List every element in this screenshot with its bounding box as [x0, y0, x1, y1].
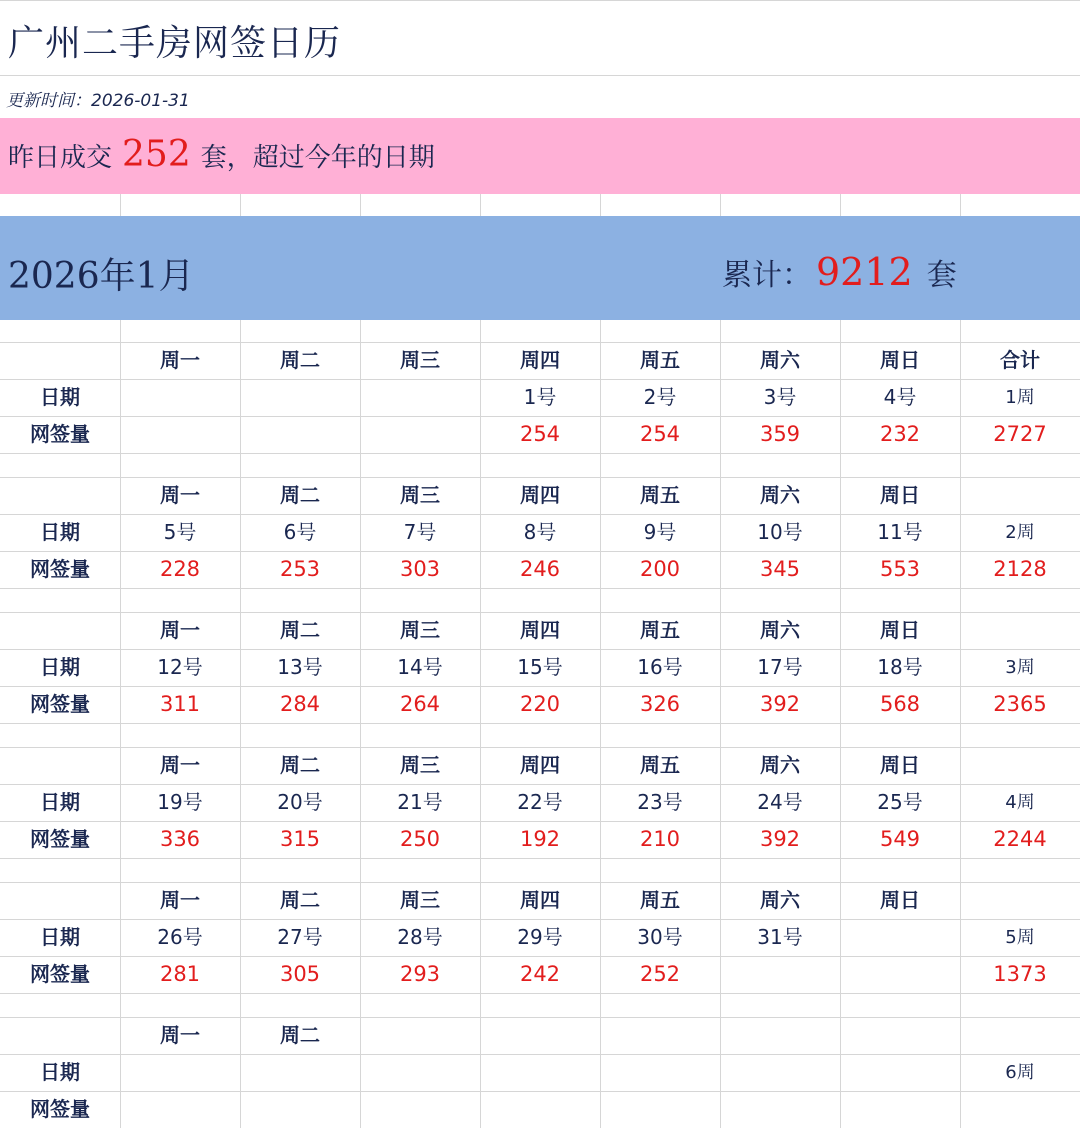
signings-value — [720, 1091, 840, 1128]
grid-line — [480, 882, 481, 1017]
date-cell — [840, 1054, 960, 1091]
signings-value: 281 — [159, 962, 201, 986]
grid-line — [0, 588, 1080, 589]
signings-value — [480, 1091, 600, 1128]
signings-value: 192 — [519, 827, 561, 851]
grid-line — [840, 477, 841, 612]
grid-line — [720, 194, 721, 216]
weekday-header: 周四 — [520, 348, 560, 372]
signings-value: 220 — [519, 692, 561, 716]
signings-value: 392 — [759, 692, 801, 716]
grid-line — [0, 821, 1080, 822]
date-cell: 29号 — [517, 925, 563, 949]
grid-line — [120, 882, 121, 1017]
date-cell: 20号 — [277, 790, 323, 814]
grid-line — [480, 612, 481, 747]
grid-line — [0, 993, 1080, 994]
month-label: 2026年1月 — [8, 256, 195, 297]
grid-line — [600, 477, 601, 612]
weekday-header: 周三 — [400, 483, 440, 507]
signings-value: 210 — [639, 827, 681, 851]
grid-line — [600, 1017, 601, 1128]
week-block — [0, 1017, 1080, 1128]
weekday-header — [480, 1017, 600, 1054]
date-cell: 9号 — [643, 520, 677, 544]
date-cell — [120, 379, 240, 416]
grid-line — [240, 747, 241, 882]
grid-line — [480, 194, 481, 216]
signings-value: 200 — [639, 557, 681, 581]
date-cell: 22号 — [517, 790, 563, 814]
week-total: 2365 — [993, 692, 1047, 716]
signings-value: 392 — [759, 827, 801, 851]
grid-line — [240, 1017, 241, 1128]
signings-row — [0, 416, 1080, 453]
signings-value: 359 — [759, 422, 801, 446]
date-cell: 13号 — [277, 655, 323, 679]
weekday-header: 周五 — [640, 348, 680, 372]
date-cell — [480, 1054, 600, 1091]
weekday-header: 周六 — [760, 483, 800, 507]
grid-line — [480, 1017, 481, 1128]
grid-line — [120, 612, 121, 747]
grid-line — [840, 882, 841, 1017]
grid-line — [960, 194, 961, 216]
date-cell: 2号 — [643, 385, 677, 409]
week-block — [0, 882, 1080, 1017]
week-total: 2244 — [993, 827, 1047, 851]
grid-line — [0, 453, 1080, 454]
grid-line — [240, 320, 241, 342]
date-row-label: 日期 — [40, 925, 80, 949]
signings-value: 305 — [279, 962, 321, 986]
signings-row-label: 网签量 — [30, 1097, 90, 1121]
grid-line — [360, 882, 361, 1017]
grid-line — [720, 1017, 721, 1128]
grid-line — [120, 747, 121, 882]
week-block — [0, 477, 1080, 612]
weekday-header: 周六 — [760, 888, 800, 912]
grid-line — [360, 612, 361, 747]
weekday-header: 周五 — [640, 753, 680, 777]
signings-value: 242 — [519, 962, 561, 986]
weekday-header: 周一 — [160, 888, 200, 912]
weekday-header: 周五 — [640, 888, 680, 912]
weekday-header: 周二 — [280, 753, 320, 777]
date-cell — [360, 379, 480, 416]
weekday-header: 周三 — [400, 618, 440, 642]
weekday-header — [600, 1017, 720, 1054]
weekday-header — [840, 1017, 960, 1054]
weekday-header: 周三 — [400, 888, 440, 912]
grid-line — [120, 1017, 121, 1128]
date-row-label: 日期 — [40, 1060, 80, 1084]
grid-line — [240, 342, 241, 477]
date-cell: 1号 — [523, 385, 557, 409]
weekday-header: 周三 — [400, 753, 440, 777]
date-cell: 26号 — [157, 925, 203, 949]
weekday-header: 周一 — [160, 618, 200, 642]
date-cell: 12号 — [157, 655, 203, 679]
grid-line — [480, 342, 481, 477]
signings-value — [360, 416, 480, 453]
signings-value: 232 — [879, 422, 921, 446]
grid-line — [0, 686, 1080, 687]
grid-line — [360, 320, 361, 342]
signings-row — [0, 956, 1080, 993]
weekday-header: 周六 — [760, 348, 800, 372]
update-time-row — [0, 76, 1080, 118]
grid-line — [360, 477, 361, 612]
grid-line — [0, 882, 1080, 883]
update-time: 更新时间：2026-01-31 — [6, 91, 190, 111]
week-total: 2727 — [993, 422, 1047, 446]
date-cell: 23号 — [637, 790, 683, 814]
week-block — [0, 342, 1080, 477]
grid-line — [0, 416, 1080, 417]
grid-line — [600, 342, 601, 477]
date-row-label: 日期 — [40, 385, 80, 409]
grid-line — [360, 1017, 361, 1128]
grid-line — [840, 1017, 841, 1128]
weekday-header: 周一 — [160, 753, 200, 777]
grid-line — [720, 320, 721, 342]
weekday-header: 周一 — [160, 348, 200, 372]
grid-line — [600, 194, 601, 216]
date-cell: 25号 — [877, 790, 923, 814]
date-cell: 11号 — [877, 520, 923, 544]
yesterday-banner — [0, 118, 1080, 194]
signings-value: 326 — [639, 692, 681, 716]
signings-row-label: 网签量 — [30, 422, 90, 446]
weekday-header: 周二 — [280, 1023, 320, 1047]
signings-value: 553 — [879, 557, 921, 581]
grid-line — [240, 477, 241, 612]
date-cell: 4号 — [883, 385, 917, 409]
signings-value: 568 — [879, 692, 921, 716]
grid-line — [840, 320, 841, 342]
grid-line — [240, 882, 241, 1017]
signings-value — [360, 1091, 480, 1128]
date-cell: 27号 — [277, 925, 323, 949]
date-cell: 28号 — [397, 925, 443, 949]
signings-value: 254 — [639, 422, 681, 446]
grid-line — [0, 919, 1080, 920]
grid-line — [240, 612, 241, 747]
grid-line — [120, 194, 121, 216]
date-cell: 17号 — [757, 655, 803, 679]
signings-value — [120, 1091, 240, 1128]
weekday-header: 周四 — [520, 483, 560, 507]
grid-line — [0, 514, 1080, 515]
week-label: 6周 — [1005, 1062, 1035, 1083]
signings-value — [120, 416, 240, 453]
weekday-header — [360, 1017, 480, 1054]
weekday-row — [0, 1017, 1080, 1054]
grid-line — [720, 477, 721, 612]
grid-line — [600, 320, 601, 342]
signings-value: 246 — [519, 557, 561, 581]
signings-value: 228 — [159, 557, 201, 581]
month-bar — [0, 216, 1080, 320]
date-cell — [840, 919, 960, 956]
signings-value: 264 — [399, 692, 441, 716]
signings-value: 315 — [279, 827, 321, 851]
week-block — [0, 612, 1080, 747]
week-label: 4周 — [1005, 792, 1035, 813]
date-cell: 18号 — [877, 655, 923, 679]
total-label: 累计： — [722, 258, 812, 293]
grid-line — [480, 747, 481, 882]
weekday-row — [0, 342, 1080, 379]
grid-line — [120, 320, 121, 342]
grid-line — [960, 747, 961, 882]
date-cell: 14号 — [397, 655, 443, 679]
weekday-header: 周二 — [280, 618, 320, 642]
date-cell: 10号 — [757, 520, 803, 544]
weekday-row — [0, 747, 1080, 784]
date-cell — [240, 1054, 360, 1091]
weekday-header: 周六 — [760, 753, 800, 777]
date-cell: 24号 — [757, 790, 803, 814]
signings-value: 303 — [399, 557, 441, 581]
weekday-header: 周六 — [760, 618, 800, 642]
signings-row — [0, 821, 1080, 858]
grid-line — [0, 1091, 1080, 1092]
week-label: 2周 — [1005, 522, 1035, 543]
date-row — [0, 919, 1080, 956]
grid-line — [600, 882, 601, 1017]
date-cell: 7号 — [403, 520, 437, 544]
total-value: 9212 — [816, 250, 913, 294]
weekday-row — [0, 477, 1080, 514]
signings-row-label: 网签量 — [30, 827, 90, 851]
weekday-header: 周二 — [280, 483, 320, 507]
grid-line — [0, 784, 1080, 785]
month-total — [722, 250, 957, 294]
signings-value: 345 — [759, 557, 801, 581]
banner-suffix: 套，超过今年的日期 — [200, 143, 435, 173]
date-row — [0, 514, 1080, 551]
date-cell: 6号 — [283, 520, 317, 544]
signings-value: 293 — [399, 962, 441, 986]
grid-line — [360, 194, 361, 216]
grid-line — [0, 956, 1080, 957]
grid-line — [0, 477, 1080, 478]
grid-line — [720, 882, 721, 1017]
week-block — [0, 747, 1080, 882]
signings-value: 311 — [159, 692, 201, 716]
week-total: 2128 — [993, 557, 1047, 581]
grid-line — [0, 612, 1080, 613]
signings-row-label: 网签量 — [30, 962, 90, 986]
grid-line — [600, 747, 601, 882]
signings-value: 549 — [879, 827, 921, 851]
date-cell — [240, 379, 360, 416]
weekday-header: 周一 — [160, 483, 200, 507]
date-row — [0, 784, 1080, 821]
signings-value: 254 — [519, 422, 561, 446]
signings-value — [240, 1091, 360, 1128]
signings-value: 336 — [159, 827, 201, 851]
signings-value — [600, 1091, 720, 1128]
grid-line — [840, 612, 841, 747]
weekday-header: 周一 — [160, 1023, 200, 1047]
weekday-header: 周日 — [880, 753, 920, 777]
signings-row — [0, 1091, 1080, 1128]
grid-line — [960, 342, 961, 477]
grid-line — [480, 320, 481, 342]
banner-text — [8, 134, 435, 175]
grid-line — [120, 477, 121, 612]
signings-value — [720, 956, 840, 993]
signings-row — [0, 551, 1080, 588]
weekday-header: 周日 — [880, 348, 920, 372]
signings-value — [840, 1091, 960, 1128]
week-label: 5周 — [1005, 927, 1035, 948]
grid-line — [360, 747, 361, 882]
signings-row-label: 网签量 — [30, 557, 90, 581]
grid-line — [0, 1054, 1080, 1055]
date-cell: 5号 — [163, 520, 197, 544]
date-cell: 3号 — [763, 385, 797, 409]
date-row-label: 日期 — [40, 790, 80, 814]
weekday-header: 周日 — [880, 618, 920, 642]
total-header: 合计 — [1000, 348, 1040, 372]
grid-line — [600, 612, 601, 747]
date-cell: 21号 — [397, 790, 443, 814]
grid-line — [960, 1017, 961, 1128]
grid-line — [960, 477, 961, 612]
date-cell — [600, 1054, 720, 1091]
spacer-row — [0, 320, 1080, 342]
grid-line — [840, 342, 841, 477]
date-cell: 31号 — [757, 925, 803, 949]
grid-line — [720, 612, 721, 747]
signings-row-label: 网签量 — [30, 692, 90, 716]
grid-line — [840, 194, 841, 216]
week-total — [960, 1091, 1080, 1128]
total-unit: 套 — [926, 258, 957, 293]
weekday-header: 周二 — [280, 348, 320, 372]
date-cell: 16号 — [637, 655, 683, 679]
page-title: 广州二手房网签日历 — [8, 23, 342, 64]
grid-line — [0, 747, 1080, 748]
date-row-label: 日期 — [40, 655, 80, 679]
grid-line — [0, 1017, 1080, 1018]
grid-line — [720, 747, 721, 882]
date-cell: 8号 — [523, 520, 557, 544]
weekday-header: 周四 — [520, 618, 560, 642]
weekday-header — [720, 1017, 840, 1054]
week-total: 1373 — [993, 962, 1047, 986]
grid-line — [0, 723, 1080, 724]
signings-value: 284 — [279, 692, 321, 716]
date-row — [0, 649, 1080, 686]
signings-value — [240, 416, 360, 453]
signings-value: 252 — [639, 962, 681, 986]
grid-line — [0, 649, 1080, 650]
date-cell — [360, 1054, 480, 1091]
grid-line — [960, 612, 961, 747]
weekday-row — [0, 612, 1080, 649]
weekday-header: 周五 — [640, 483, 680, 507]
signings-row — [0, 686, 1080, 723]
signings-value — [840, 956, 960, 993]
signings-value: 250 — [399, 827, 441, 851]
grid-line — [960, 320, 961, 342]
date-cell — [720, 1054, 840, 1091]
weekday-header: 周五 — [640, 618, 680, 642]
banner-prefix: 昨日成交 — [8, 143, 113, 173]
grid-line — [360, 342, 361, 477]
week-label: 1周 — [1005, 387, 1035, 408]
date-row — [0, 1054, 1080, 1091]
grid-line — [0, 551, 1080, 552]
weekday-header: 周日 — [880, 483, 920, 507]
grid-line — [0, 858, 1080, 859]
date-cell: 19号 — [157, 790, 203, 814]
grid-line — [120, 342, 121, 477]
signings-value: 253 — [279, 557, 321, 581]
weekday-header: 周三 — [400, 348, 440, 372]
grid-line — [840, 747, 841, 882]
weekday-header: 周四 — [520, 888, 560, 912]
date-cell — [120, 1054, 240, 1091]
weekday-row — [0, 882, 1080, 919]
grid-line — [480, 477, 481, 612]
grid-line — [0, 342, 1080, 343]
weekday-header: 周日 — [880, 888, 920, 912]
date-cell: 30号 — [637, 925, 683, 949]
grid-line — [240, 194, 241, 216]
weekday-header: 周四 — [520, 753, 560, 777]
spacer-row — [0, 194, 1080, 216]
grid-line — [0, 379, 1080, 380]
date-cell: 15号 — [517, 655, 563, 679]
weekday-header: 周二 — [280, 888, 320, 912]
grid-line — [720, 342, 721, 477]
date-row-label: 日期 — [40, 520, 80, 544]
banner-count: 252 — [122, 134, 191, 175]
title-row — [0, 0, 1080, 76]
week-label: 3周 — [1005, 657, 1035, 678]
grid-line — [960, 882, 961, 1017]
date-row — [0, 379, 1080, 416]
